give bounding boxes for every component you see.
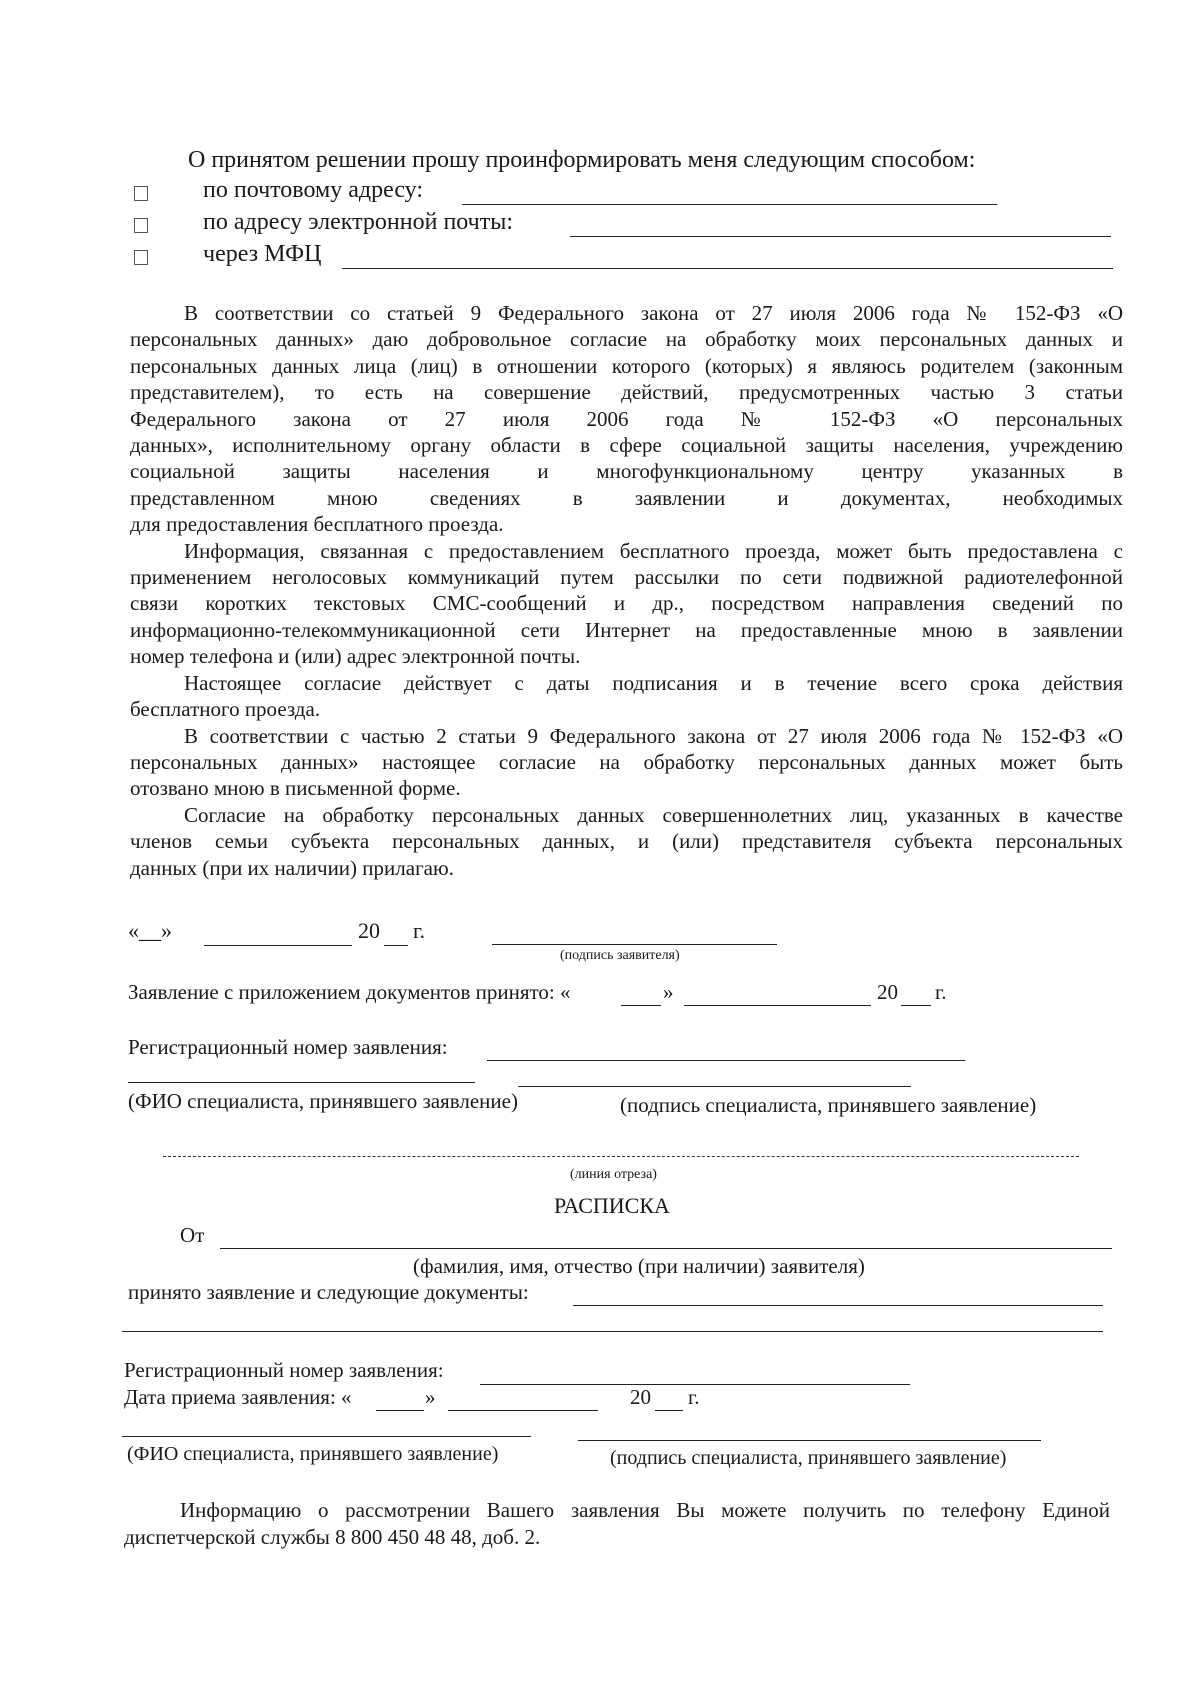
receipt-from-field[interactable] xyxy=(220,1248,1112,1249)
accepted-day-field[interactable] xyxy=(621,1005,661,1006)
specialist-fio-field[interactable] xyxy=(128,1082,475,1083)
cut-line-label: (линия отреза) xyxy=(570,1167,657,1182)
receipt-specialist-fio-caption: (ФИО специалиста, принявшего заявление) xyxy=(127,1443,499,1465)
email-label: по адресу электронной почты: xyxy=(203,209,514,235)
postal-address-label: по почтовому адресу: xyxy=(203,177,424,203)
email-checkbox[interactable] xyxy=(134,218,148,233)
mfc-label: через МФЦ xyxy=(203,241,322,267)
receipt-specialist-fio-field[interactable] xyxy=(122,1436,531,1437)
application-year-prefix: 20 xyxy=(358,918,380,943)
reg-number-field[interactable] xyxy=(487,1060,965,1061)
consent-line: информационно-телекоммуникационной сети Интернет на предоставленные мною в заявлении xyxy=(130,617,1123,642)
postal-address-field[interactable] xyxy=(462,204,997,205)
application-date-month-field[interactable] xyxy=(204,945,352,946)
mfc-field[interactable] xyxy=(342,268,1113,269)
consent-line: членов семьи субъекта персональных данных, и (или) представителя субъекта персональных xyxy=(130,829,1123,854)
accepted-year-prefix: 20 xyxy=(877,980,898,1004)
consent-line: Федерального закона от 27 июля 2006 года № 152-ФЗ «О персональных xyxy=(130,406,1123,431)
consent-line: данных», исполнительному органу области в сфере социальной защиты населения, учреждению xyxy=(130,433,1123,458)
receipt-docs-field[interactable] xyxy=(573,1305,1103,1306)
consent-line: персональных данных» настоящее согласие на обработку персональных данных может быть xyxy=(130,749,1123,774)
consent-line: представленном мною сведениях в заявлении и документах, необходимых xyxy=(130,485,1123,510)
application-date-day: «__» xyxy=(128,918,172,943)
consent-line: В соответствии с частью 2 статьи 9 Федерального закона от 27 июля 2006 года № 152-ФЗ «О xyxy=(184,723,1123,748)
consent-text xyxy=(130,300,1123,881)
receipt-title: РАСПИСКА xyxy=(554,1193,670,1218)
receipt-date-label: Дата приема заявления: « xyxy=(124,1385,352,1409)
receipt-year-suffix: г. xyxy=(688,1385,700,1409)
footer-info-line-2: диспетчерской службы 8 800 450 48 48, доб. 2. xyxy=(124,1525,541,1549)
consent-line: для предоставления бесплатного проезда. xyxy=(130,512,504,537)
consent-line: номер телефона и (или) адрес электронной почты. xyxy=(130,644,581,669)
applicant-signature-caption: (подпись заявителя) xyxy=(560,948,680,963)
consent-line: В соответствии со статьей 9 Федерального закона от 27 июля 2006 года № 152-ФЗ «О xyxy=(184,301,1123,325)
notify-heading: О принятом решении прошу проинформировать меня следующим способом: xyxy=(188,147,976,173)
receipt-specialist-signature-caption: (подпись специалиста, принявшего заявление) xyxy=(610,1447,1007,1469)
specialist-signature-field[interactable] xyxy=(518,1086,911,1087)
receipt-specialist-signature-field[interactable] xyxy=(578,1440,1041,1441)
consent-line: данных (при их наличии) прилагаю. xyxy=(130,855,454,880)
application-year-field[interactable] xyxy=(384,945,408,946)
cut-line xyxy=(163,1156,1079,1157)
consent-line: бесплатного проезда. xyxy=(130,697,321,722)
consent-line: Настоящее согласие действует с даты подписания и в течение всего срока действия xyxy=(184,670,1123,695)
receipt-from-label: От xyxy=(180,1223,205,1247)
postal-address-checkbox[interactable] xyxy=(134,186,148,201)
accepted-month-field[interactable] xyxy=(684,1005,871,1006)
consent-line: Информация, связанная с предоставлением бесплатного проезда, может быть предоставлена с xyxy=(184,538,1123,563)
mfc-checkbox[interactable] xyxy=(134,250,148,265)
receipt-date-day-field[interactable] xyxy=(376,1410,424,1411)
consent-line: социальной защиты населения и многофункциональному центру указанных в xyxy=(130,459,1123,484)
consent-line: связи коротких текстовых СМС-сообщений и др., посредством направления сведений по xyxy=(130,591,1123,616)
consent-line: применением неголосовых коммуникаций путем рассылки по сети подвижной радиотелефонной xyxy=(130,565,1123,590)
footer-info-line-1: Информацию о рассмотрении Вашего заявления Вы можете получить по телефону Единой xyxy=(180,1498,1110,1522)
application-year-suffix: г. xyxy=(413,918,426,943)
consent-line: Согласие на обработку персональных данных совершеннолетних лиц, указанных в качестве xyxy=(184,802,1123,827)
consent-line: представителем), то есть на совершение действий, предусмотренных частью 3 статьи xyxy=(130,380,1123,405)
email-field[interactable] xyxy=(570,236,1111,237)
accepted-year-field[interactable] xyxy=(901,1005,931,1006)
specialist-signature-caption: (подпись специалиста, принявшего заявление) xyxy=(620,1093,1037,1117)
receipt-from-caption: (фамилия, имя, отчество (при наличии) заявителя) xyxy=(413,1254,865,1278)
accepted-day-close: » xyxy=(663,980,674,1004)
reg-number-label: Регистрационный номер заявления: xyxy=(128,1035,448,1059)
accepted-year-suffix: г. xyxy=(935,980,947,1004)
receipt-date-month-field[interactable] xyxy=(448,1410,598,1411)
receipt-docs-field-2[interactable] xyxy=(122,1331,1103,1332)
applicant-signature-field[interactable] xyxy=(492,944,777,945)
specialist-fio-caption: (ФИО специалиста, принявшего заявление) xyxy=(128,1089,518,1113)
accepted-label: Заявление с приложением документов принято: « xyxy=(128,980,571,1004)
consent-line: отозвано мною в письменной форме. xyxy=(130,776,461,801)
receipt-date-close: » xyxy=(425,1385,436,1409)
consent-line: персональных данных лица (лиц) в отношении которого (которых) я являюсь родителем (законным xyxy=(130,353,1123,378)
receipt-reg-number-label: Регистрационный номер заявления: xyxy=(124,1358,444,1382)
receipt-year-field[interactable] xyxy=(655,1410,683,1411)
consent-line: персональных данных» даю добровольное согласие на обработку моих персональных данных и xyxy=(130,327,1123,352)
receipt-docs-label: принято заявление и следующие документы: xyxy=(128,1280,529,1304)
receipt-year-prefix: 20 xyxy=(630,1385,651,1409)
